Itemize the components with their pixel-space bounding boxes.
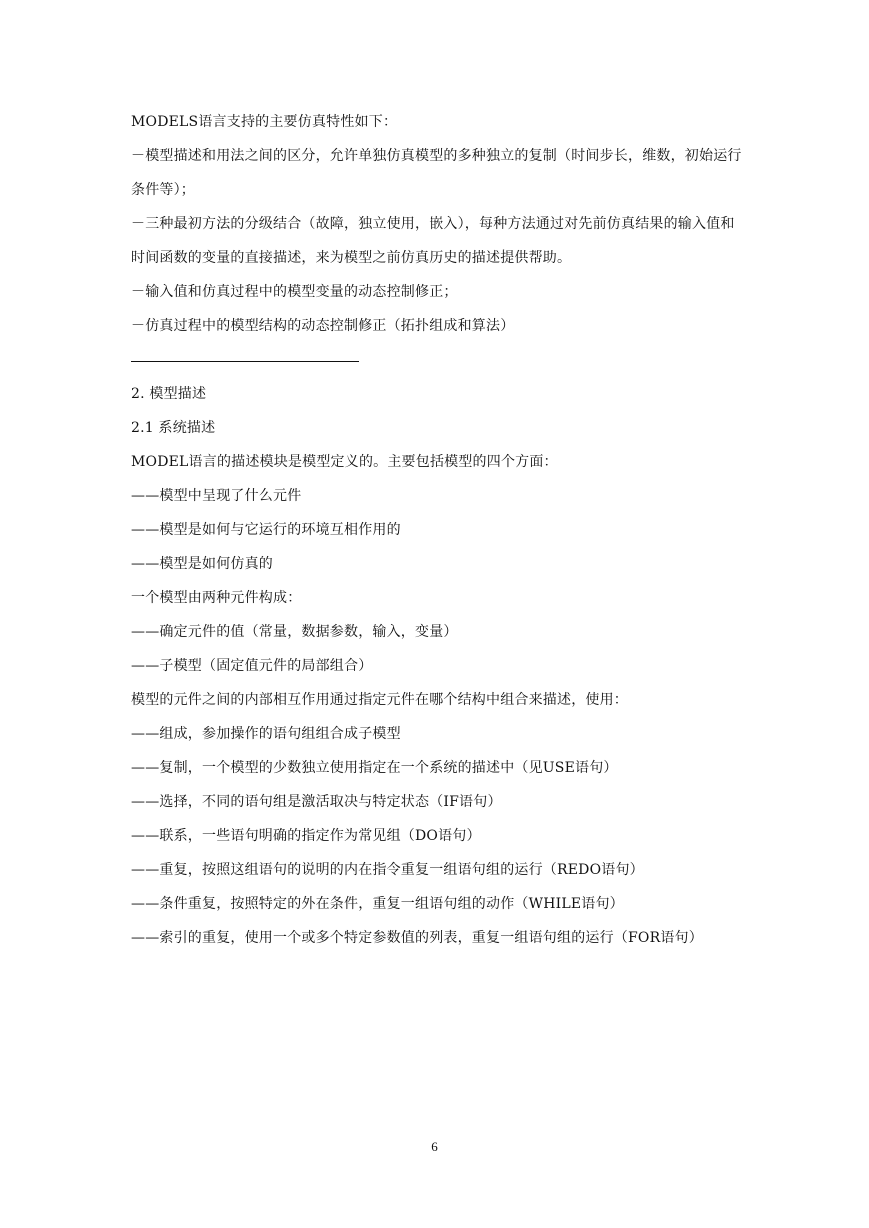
interaction-item: ——重复，按照这组语句的说明的内在指令重复一组语句组的运行（REDO语句）: [131, 862, 644, 878]
aspect-item: ——模型是如何仿真的: [131, 556, 273, 572]
section-heading: 2. 模型描述: [131, 386, 207, 402]
aspect-item: ——模型是如何与它运行的环境互相作用的: [131, 522, 401, 538]
subsection-heading: 2.1 系统描述: [131, 420, 216, 436]
page-number: 6: [431, 1139, 438, 1154]
footnote-divider: [131, 361, 359, 362]
interaction-item: ——索引的重复，使用一个或多个特定参数值的列表，重复一组语句组的运行（FOR语句）: [131, 930, 703, 946]
interaction-item: ——联系，一些语句明确的指定作为常见组（DO语句）: [131, 828, 481, 844]
component-item: ——子模型（固定值元件的局部组合）: [131, 658, 373, 674]
interaction-item: ——条件重复，按照特定的外在条件，重复一组语句组的动作（WHILE语句）: [131, 896, 624, 912]
components-intro: 一个模型由两种元件构成：: [131, 590, 302, 606]
component-item: ——确定元件的值（常量，数据参数，输入，变量）: [131, 624, 458, 640]
body-intro: MODEL语言的描述模块是模型定义的。主要包括模型的四个方面：: [131, 454, 558, 470]
feature-item-3: －输入值和仿真过程中的模型变量的动态控制修正；: [131, 284, 458, 300]
feature-item-1-line-2: 条件等）；: [131, 182, 195, 198]
interaction-item: ——组成，参加操作的语句组组合成子模型: [131, 726, 401, 742]
interaction-item: ——复制，一个模型的少数独立使用指定在一个系统的描述中（见USE语句）: [131, 760, 618, 776]
interaction-intro: 模型的元件之间的内部相互作用通过指定元件在哪个结构中组合来描述，使用：: [131, 692, 628, 708]
features-intro: MODELS语言支持的主要仿真特性如下：: [131, 114, 398, 130]
aspect-item: ——模型中呈现了什么元件: [131, 488, 302, 504]
feature-item-2-line-2: 时间函数的变量的直接描述，来为模型之前仿真历史的描述提供帮助。: [131, 250, 572, 266]
feature-item-2-line-1: －三种最初方法的分级结合（故障，独立使用，嵌入），每种方法通过对先前仿真结果的输入值和: [131, 216, 735, 232]
feature-item-1-line-1: －模型描述和用法之间的区分，允许单独仿真模型的多种独立的复制（时间步长，维数，初始运行: [131, 148, 742, 164]
interaction-item: ——选择，不同的语句组是激活取决与特定状态（IF语句）: [131, 794, 502, 810]
feature-item-4: －仿真过程中的模型结构的动态控制修正（拓扑组成和算法）: [131, 318, 515, 334]
